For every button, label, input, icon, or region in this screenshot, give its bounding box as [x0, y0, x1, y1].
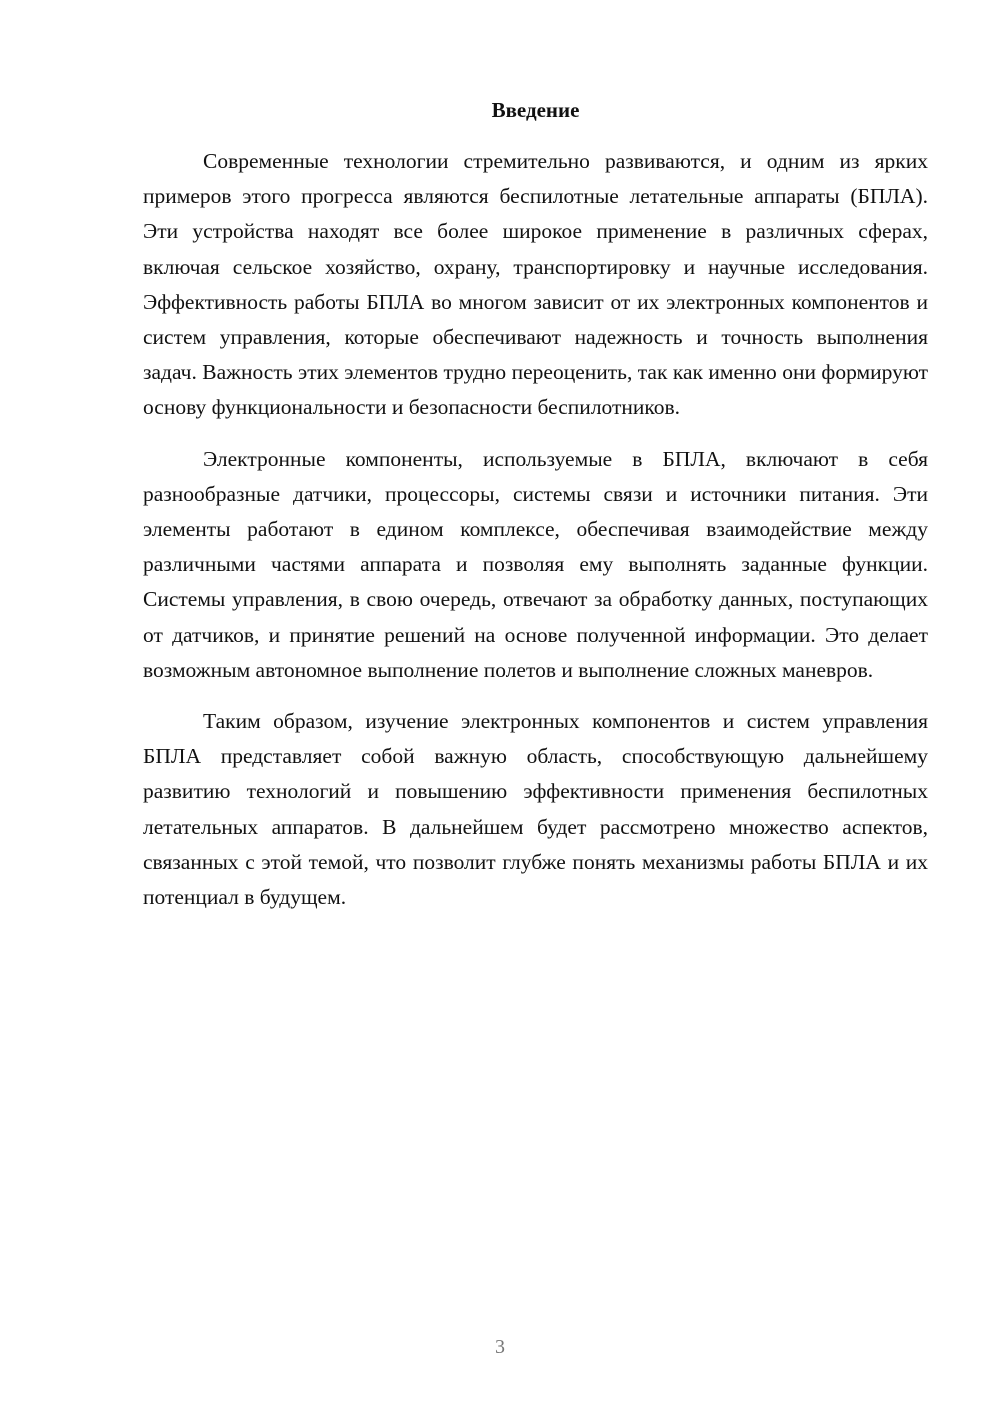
page-number: 3 — [495, 1336, 505, 1358]
page-content — [143, 96, 928, 931]
section-title: Введение — [491, 98, 580, 122]
paragraph-1: Современные технологии стремительно развиваются, и одним из ярких примеров этого прогресса являются беспилотные летательные аппараты (БПЛА). Эти устройства находят все более широкое применение в различных сферах, включая сельское хозяйство, охрану, транспортировку и научные исследования. Эффективность работы БПЛА во многом зависит от их электронных компонентов и систем управления, которые обеспечивают надежность и точность выполнения задач. Важность этих элементов трудно переоценить, так как именно они формируют основу функциональности и безопасности беспилотников. — [143, 149, 928, 420]
paragraph-2: Электронные компоненты, используемые в БПЛА, включают в себя разнообразные датчики, процессоры, системы связи и источники питания. Эти элементы работают в едином комплексе, обеспечивая взаимодействие между различными частями аппарата и позволяя ему выполнять заданные функции. Системы управления, в свою очередь, отвечают за обработку данных, поступающих от датчиков, и принятие решений на основе полученной информации. Это делает возможным автономное выполнение полетов и выполнение сложных маневров. — [143, 446, 928, 682]
paragraph-3: Таким образом, изучение электронных компонентов и систем управления БПЛА представляет собой важную область, способствующую дальнейшему развитию технологий и повышению эффективности применения беспилотных летательных аппаратов. В дальнейшем будет рассмотрено множество аспектов, связанных с этой темой, что позволит глубже понять механизмы работы БПЛА и их потенциал в будущем. — [143, 709, 928, 910]
